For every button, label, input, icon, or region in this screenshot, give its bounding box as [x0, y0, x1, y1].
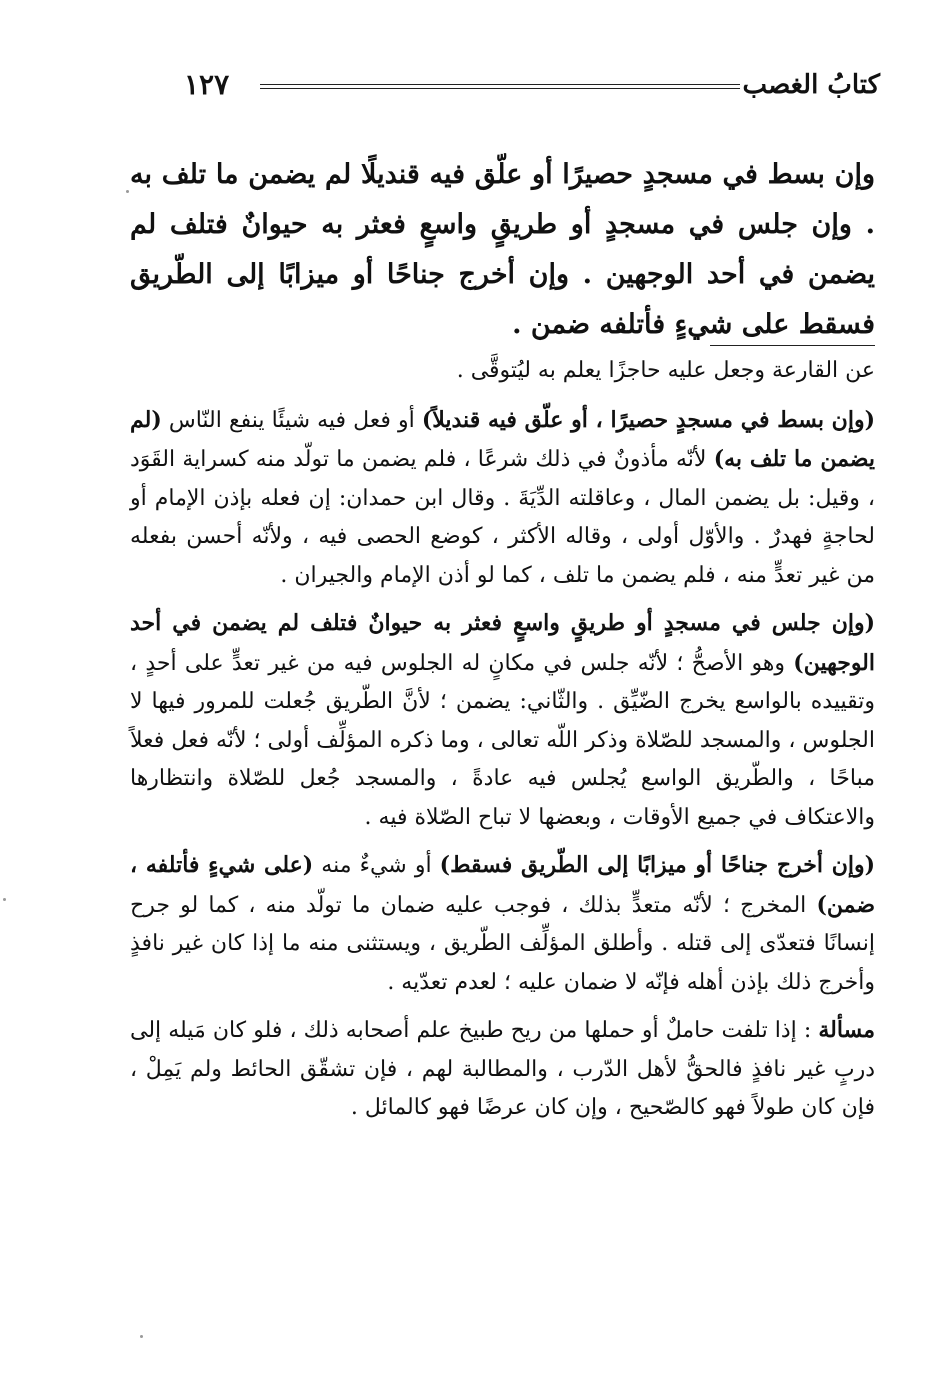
quoted-text: (وإن أخرج جناحًا أو ميزابًا إلى الطّريق فسقط) — [439, 852, 875, 878]
footnote-divider — [710, 345, 875, 346]
header-rule — [260, 84, 740, 89]
commentary-paragraph-2 — [130, 401, 875, 596]
scan-speck — [126, 190, 129, 193]
scan-speck — [140, 1335, 143, 1338]
main-text: وإن بسط في مسجدٍ حصيرًا أو علّق فيه قنديلًا لم يضمن ما تلف به . وإن جلس في مسجدٍ أو طريقٍ واسعٍ فعثر به حيوانٌ فتلف لم يضمن في أحد الوجهين . وإن أخرج جناحًا أو ميزابًا إلى الطّريق فسقط على شيءٍ فأتلفه ضمن . — [130, 159, 875, 340]
page-number: ١٢٧ — [184, 68, 230, 101]
commentary-paragraph-4 — [130, 846, 875, 1002]
commentary-text: لأنّه مأذونٌ في ذلك شرعًا ، فلم يضمن ما تولّد منه كسراية القَوَد ، وقيل: بل يضمن المال ، وعاقلته الدِّيَةَ . وقال ابن حمدان: إن فعله بإذن الإمام أو لحاجةٍ فهدرٌ . والأوّل أولى ، وقاله الأكثر ، كوضع الحصى فيه ، ولأنّه أحسن بفعله من غير تعدٍّ منه ، فلم يضمن ما تلف ، كما لو أذن الإمام والجيران . — [130, 447, 875, 588]
commentary-paragraph-1: عن القارعة وجعل عليه حاجزًا يعلم به ليُتوقَّى . — [456, 358, 875, 383]
masala-label: مسألة — [818, 1017, 876, 1043]
quoted-text: (لم يضمن ما تلف به) — [130, 406, 875, 472]
commentary-text: أو فعل فيه شيئًا ينفع النّاس — [161, 407, 422, 433]
commentary — [130, 352, 875, 1137]
commentary-paragraph-5 — [130, 1011, 875, 1128]
quoted-text: (وإن جلس في مسجدٍ أو طريقٍ واسعٍ فعثر به حيوانٌ فتلف لم يضمن في أحد الوجهين) — [130, 610, 875, 676]
commentary-text: : إذا تلفت حاملٌ أو حملها من ريح طبيخ علم أصحابه ذلك ، فلو كان مَيله إلى دربٍ غير نافذٍ فالحقُّ لأهل الدّرب ، والمطالبة لهم ، فإن تشقّق الحائط ولم يَمِلْ ، فإن كان طولاً فهو كالصّحيح ، وإن كان عرضًا فهو كالمائل . — [130, 1018, 875, 1120]
commentary-text: المخرج ؛ لأنّه متعدٍّ بذلك ، فوجب عليه ضمان ما تولّد منه ، كما لو جرح إنسانًا فتعدّى إلى قتله . وأطلق المؤلِّف الطّريق ، ويستثنى منه ما إذا كان غير نافذٍ وأخرج ذلك بإذن أهله فإنّه لا ضمان عليه ؛ لعدم تعدّيه . — [130, 892, 875, 995]
commentary-paragraph-3 — [130, 604, 875, 837]
scan-speck — [3, 898, 6, 901]
quoted-text: (وإن بسط في مسجدٍ حصيرًا ، أو علّق فيه قنديلاً) — [421, 406, 875, 433]
running-title: كتابُ الغصب — [742, 70, 880, 100]
commentary-text: أو شيءٌ منه — [313, 853, 440, 878]
page-header — [120, 62, 880, 112]
quoted-text: (على شيءٍ فأتلفه ، ضمن) — [130, 852, 875, 918]
commentary-text: وهو الأصحُّ ؛ لأنّه جلس في مكانٍ له الجلوس فيه من غير تعدٍّ على أحدٍ ، وتقييده بالواسع يخرج الضّيِّق . والثّاني: يضمن ؛ لأنَّ الطّريق جُعلت للمرور فيها لا الجلوس ، والمسجد للصّلاة وذكر اللّه تعالى ، وما ذكره المؤلِّف أولى ؛ لأنّه فعل فعلاً مباحًا ، والطّريق الواسع يُجلس فيه عادةً ، والمسجد جُعل للصّلاة وانتظارها والاعتكاف في جميع الأوقات ، وبعضها لا تباح الصّلاة فيه . — [130, 650, 875, 830]
